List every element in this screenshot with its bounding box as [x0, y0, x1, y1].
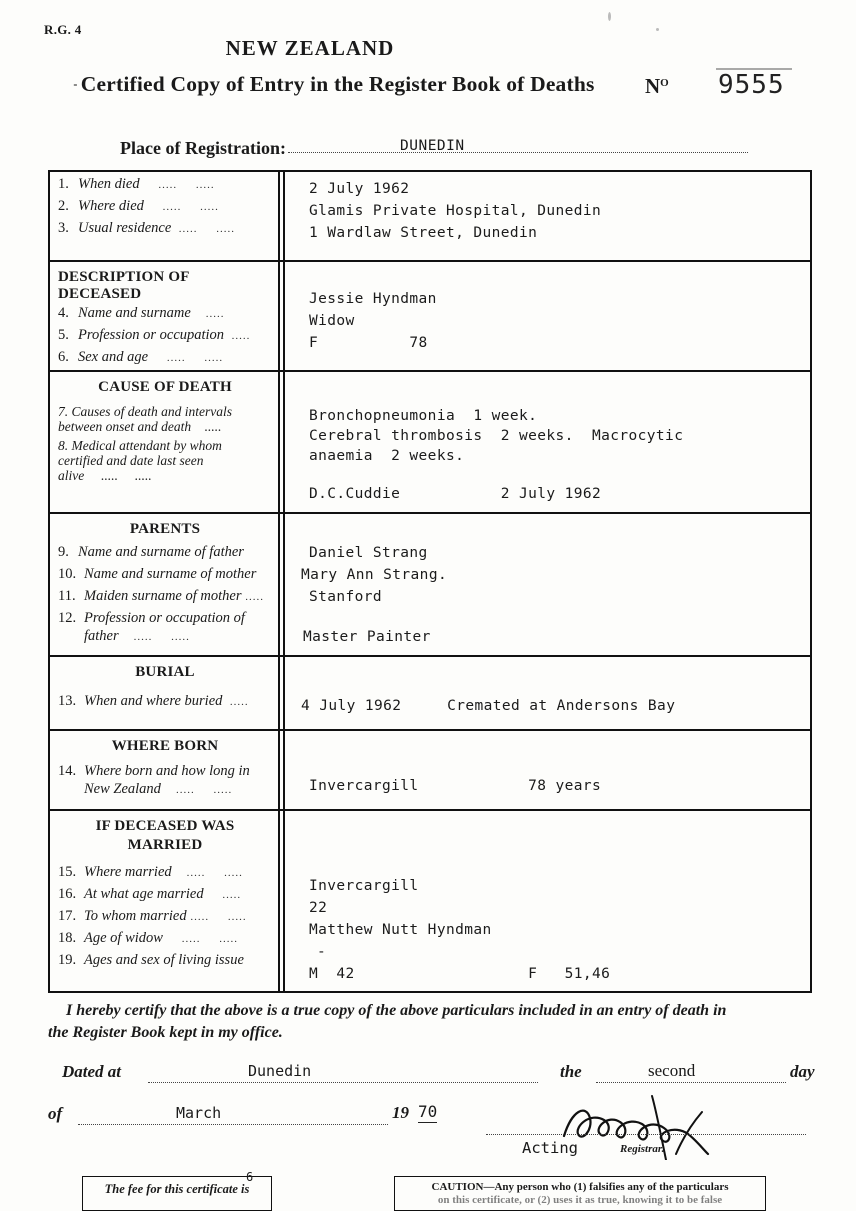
value-mother-maiden: Stanford — [309, 589, 383, 605]
value-burial: 4 July 1962 Cremated at Andersons Bay — [301, 698, 676, 714]
leader-dots: ..... ..... — [148, 352, 224, 364]
section-heading-where-born: WHERE BORN — [111, 738, 219, 754]
band-death-details — [50, 172, 810, 262]
band-parents-labels — [50, 514, 278, 655]
value-father-name: Daniel Strang — [309, 545, 428, 561]
certification-statement — [48, 1000, 810, 1044]
leader-dots: ..... — [203, 889, 242, 901]
band-married-values — [287, 811, 810, 991]
section-heading-married-2: MARRIED — [127, 837, 203, 853]
column-divider — [278, 172, 280, 260]
band-where-born-labels — [50, 731, 278, 809]
value-when-died: 2 July 1962 — [309, 181, 410, 197]
value-where-married: Invercargill — [309, 878, 419, 894]
row-label-10: 10. Name and surname of mother — [58, 566, 257, 582]
value-where-born: Invercargill 78 years — [309, 778, 602, 794]
section-heading-description: DESCRIPTION OF DECEASED — [58, 269, 190, 302]
scan-speck — [656, 28, 659, 31]
row-label-4: 4. Name and surname ..... — [58, 305, 225, 321]
row-label-3: 3. Usual residence ..... ..... — [58, 220, 236, 236]
band-description — [50, 262, 810, 372]
value-where-died: Glamis Private Hospital, Dunedin — [309, 203, 602, 219]
row-label-16: 16. At what age married ..... — [58, 886, 242, 902]
column-divider — [283, 262, 285, 370]
fee-amount-mark: 6 — [246, 1170, 254, 1184]
caution-box — [394, 1176, 766, 1211]
page-title-text: Certified Copy of Entry in the Register Book of Deaths — [80, 72, 595, 96]
band-burial-values — [287, 657, 810, 729]
section-heading-cause: CAUSE OF DEATH — [98, 379, 232, 395]
value-age-married: 22 — [309, 900, 328, 916]
row-label-14: 14. Where born and how long in — [58, 763, 250, 779]
row-label-14b: New Zealand ..... ..... — [84, 781, 233, 797]
day-label: day — [790, 1062, 815, 1081]
value-cause-line-3: anaemia 2 weeks. — [309, 448, 465, 464]
the-rule — [596, 1082, 786, 1083]
row-label-12b: father ..... ..... — [84, 628, 190, 644]
certificate-number: 9555 — [718, 70, 785, 100]
leader-dots: ..... — [222, 696, 249, 708]
band-where-born-values — [287, 731, 810, 809]
row-label-9: 9. Name and surname of father — [58, 544, 244, 560]
band-death-details-labels — [50, 172, 278, 260]
row-label-11: 11. Maiden surname of mother ..... — [58, 588, 264, 604]
column-divider — [283, 172, 285, 260]
leader-dots: ..... ..... — [143, 201, 219, 213]
certification-line-2: the Register Book kept in my office. — [48, 1024, 283, 1041]
band-cause-labels — [50, 372, 278, 512]
value-father-profession: Master Painter — [303, 629, 431, 645]
band-parents-values — [287, 514, 810, 655]
place-of-registration-value: DUNEDIN — [400, 138, 465, 154]
row-label-8: 8. Medical attendant by whom certified and date last seen alive ..... ..... — [58, 438, 222, 483]
band-burial — [50, 657, 810, 731]
row-label-17: 17. To whom married ..... ..... — [58, 908, 247, 924]
place-of-registration-label: Place of Registration: — [120, 138, 286, 158]
value-cause-line-1: Bronchopneumonia 1 week. — [309, 408, 538, 424]
column-divider — [278, 514, 280, 655]
leader-dots: ..... — [224, 330, 251, 342]
form-code: R.G. 4 — [44, 22, 82, 37]
section-heading-married-1: IF DECEASED WAS — [95, 818, 235, 834]
column-divider — [283, 657, 285, 729]
registrar-label: Registrar. — [620, 1143, 665, 1155]
row-label-19: 19. Ages and sex of living issue — [58, 952, 244, 968]
row-label-7: 7. Causes of death and intervals between onset and death ..... — [58, 404, 232, 434]
entry-table — [48, 170, 812, 993]
dated-at-value: Dunedin — [248, 1062, 312, 1080]
leader-dots: ..... ..... — [162, 933, 238, 945]
band-cause-of-death — [50, 372, 810, 514]
certificate-number-strike — [716, 68, 792, 70]
value-to-whom-married: Matthew Nutt Hyndman — [309, 922, 492, 938]
country-title: NEW ZEALAND — [225, 36, 395, 60]
leader-dots: ..... ..... — [171, 223, 236, 235]
number-label: $N^O$ — [645, 74, 669, 98]
value-cause-line-2: Cerebral thrombosis 2 weeks. Macrocytic — [309, 428, 684, 444]
month-value: March — [176, 1104, 222, 1122]
row-label-12: 12. Profession or occupation of — [58, 610, 245, 626]
row-label-5: 5. Profession or occupation ..... — [58, 327, 251, 343]
value-age-of-widow: - — [317, 944, 327, 960]
leader-dots: ..... ..... — [118, 631, 190, 643]
certification-line-1: I hereby certify that the above is a true copy of the above particulars included in an entry of death in — [66, 1002, 727, 1019]
section-heading-burial: BURIAL — [135, 664, 195, 680]
the-label: the — [560, 1062, 582, 1081]
column-divider — [278, 372, 280, 512]
leader-dots: ..... ..... — [171, 867, 243, 879]
row-label-18: 18. Age of widow ..... ..... — [58, 930, 238, 946]
column-divider — [278, 811, 280, 991]
column-divider — [278, 657, 280, 729]
scan-speck — [608, 12, 611, 21]
value-medical-attendant: D.C.Cuddie 2 July 1962 — [309, 486, 602, 502]
band-description-values — [287, 262, 810, 370]
row-label-1: 1. When died ..... ..... — [58, 176, 215, 192]
acting-label: Acting — [522, 1139, 578, 1157]
column-divider — [283, 514, 285, 655]
page-title — [34, 72, 634, 97]
dated-at-label: Dated at — [62, 1062, 122, 1081]
row-label-15: 15. Where married ..... ..... — [58, 864, 243, 880]
dated-at-rule — [148, 1082, 538, 1083]
band-description-labels — [50, 262, 278, 370]
band-married-labels — [50, 811, 278, 991]
title-lead-dash: - — [73, 77, 81, 91]
value-profession: Widow — [309, 313, 355, 329]
signature-rule — [486, 1134, 806, 1135]
column-divider — [283, 372, 285, 512]
value-name-surname: Jessie Hyndman — [309, 291, 437, 307]
of-label: of — [48, 1104, 63, 1123]
column-divider — [278, 262, 280, 370]
band-death-details-values — [287, 172, 810, 260]
band-parents — [50, 514, 810, 657]
leader-dots: ..... — [190, 308, 225, 320]
value-living-issue: M 42 F 51,46 — [309, 966, 611, 982]
caution-line-1: CAUTION—Any person who (1) falsifies any of the particulars — [431, 1181, 729, 1193]
leader-dots: ..... — [241, 591, 264, 603]
place-of-registration-rule — [288, 152, 748, 153]
row-label-13: 13. When and where buried ..... — [58, 693, 249, 709]
year-value: 70 — [418, 1102, 438, 1121]
day-ordinal-value: second — [648, 1061, 696, 1080]
column-divider — [283, 731, 285, 809]
column-divider — [278, 731, 280, 809]
row-label-2: 2. Where died ..... ..... — [58, 198, 219, 214]
leader-dots: ..... ..... — [186, 911, 247, 923]
leader-dots: ..... ..... — [160, 784, 233, 796]
section-heading-parents: PARENTS — [129, 521, 201, 537]
value-sex-age: F 78 — [309, 335, 428, 351]
caution-line-2: on this certificate, or (2) uses it as true, knowing it to be false — [437, 1194, 723, 1206]
leader-dots: ..... ..... — [139, 179, 215, 191]
row-label-6: 6. Sex and age ..... ..... — [58, 349, 224, 365]
column-divider — [283, 811, 285, 991]
band-burial-labels — [50, 657, 278, 729]
band-married — [50, 811, 810, 991]
value-mother-name: Mary Ann Strang. — [301, 567, 448, 583]
band-where-born — [50, 731, 810, 811]
value-usual-residence: 1 Wardlaw Street, Dunedin — [309, 225, 538, 241]
year-prefix: 19 — [392, 1103, 409, 1122]
band-cause-values — [287, 372, 810, 512]
of-rule — [78, 1124, 388, 1125]
fee-box: The fee for this certificate is — [82, 1176, 272, 1211]
